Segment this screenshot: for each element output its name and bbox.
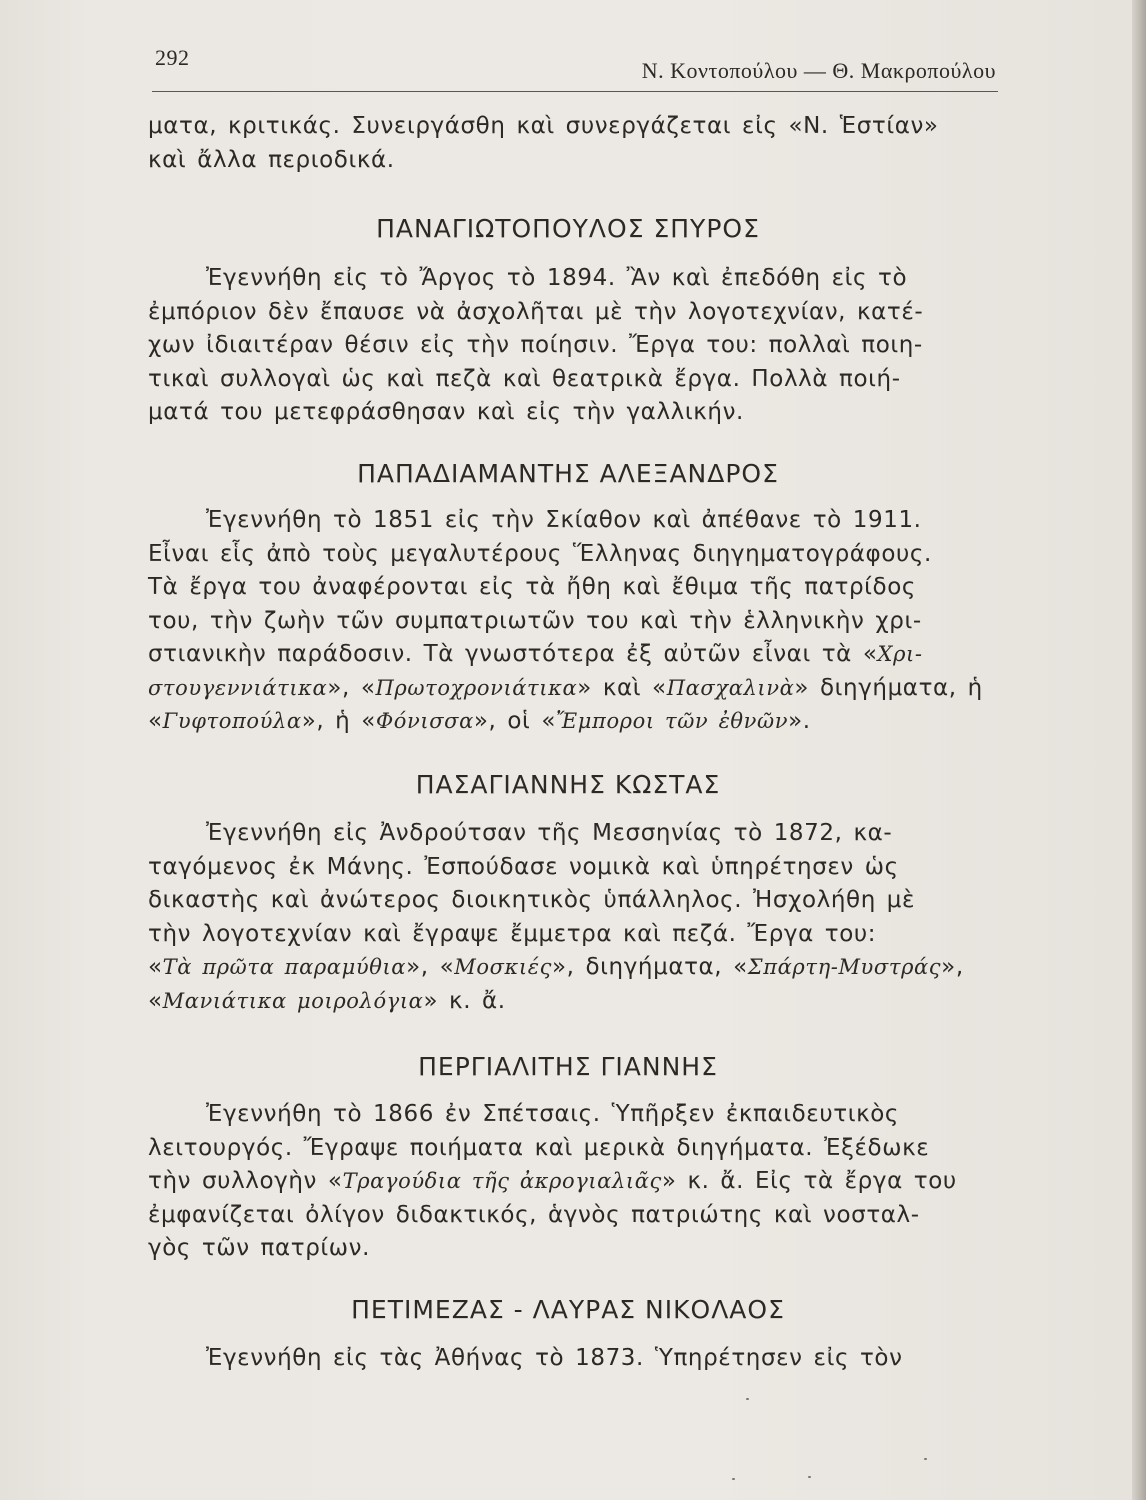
page-number: 292: [155, 45, 190, 70]
work-title: Τὰ πρῶτα παραμύθια: [162, 955, 407, 979]
text-line: [148, 705, 988, 739]
running-title: Ν. Κοντοπούλου — Θ. Μακροπούλου: [641, 58, 996, 83]
entry-body: [148, 1342, 988, 1376]
entry-heading: ΠΑΝΑΓΙΩΤΟΠΟΥΛΟΣ ΣΠΥΡΟΣ: [376, 214, 760, 243]
work-title: Γυφτοπούλα: [162, 709, 302, 733]
work-title: Φόνισσα: [375, 709, 474, 733]
text-line: Ἐγεννήθη εἰς Ἀνδρούτσαν τῆς Μεσσηνίας τὸ 1872, κα-: [206, 820, 893, 846]
text-line: [148, 638, 988, 672]
text-line: ἐμφανίζεται ὀλίγον διδακτικός, ἁγνὸς πατριώτης καὶ νοσταλ-: [148, 1201, 920, 1228]
text-span: «: [148, 708, 163, 734]
text-span: «: [148, 987, 163, 1014]
entry-body: [148, 817, 988, 1018]
text-line: Ἐγεννήθη τὸ 1866 ἐν Σπέτσαις. Ὑπῆρξεν ἐκπαιδευτικὸς: [206, 1101, 900, 1127]
text-line: [148, 985, 988, 1019]
text-line: καὶ ἄλλα περιοδικά.: [148, 146, 395, 173]
text-line: Τὰ ἔργα του ἀναφέρονται εἰς τὰ ἤθη καὶ ἔθιμα τῆς πατρίδος: [148, 574, 916, 600]
work-title: Μανιάτικα μοιρολόγια: [162, 988, 424, 1013]
text-line: Ἐγεννήθη εἰς τὰς Ἀθήνας τὸ 1873. Ὑπηρέτησεν εἰς τὸν: [206, 1345, 903, 1371]
text-line: Ἐγεννήθη τὸ 1851 εἰς τὴν Σκίαθον καὶ ἀπέθανε τὸ 1911.: [206, 507, 922, 533]
text-span: »,: [941, 954, 964, 980]
page-edge-shadow: [1132, 0, 1146, 1500]
scan-speck: [732, 1478, 735, 1480]
work-title: Τραγούδια τῆς ἀκρογιαλιᾶς: [342, 1169, 662, 1193]
text-line: δικαστὴς καὶ ἀνώτερος διοικητικὸς ὑπάλληλος. Ἠσχολήθη μὲ: [148, 887, 916, 913]
work-title: Μοσκιές: [454, 955, 552, 979]
work-title: Ἔμποροι τῶν ἐθνῶν: [556, 709, 789, 733]
text-span: », «: [406, 954, 455, 980]
text-span: », οἱ «: [473, 708, 557, 734]
intro-paragraph: [148, 110, 988, 177]
scan-speck: [808, 1476, 811, 1478]
text-span: » κ. ἄ. Εἰς τὰ ἔργα του: [661, 1168, 957, 1194]
entry-body: [148, 1098, 988, 1266]
work-title: Πρωτοχρονιάτικα: [375, 675, 578, 700]
entry-body: [148, 262, 988, 430]
text-line: χων ἰδιαιτέραν θέσιν εἰς τὴν ποίησιν. Ἔργα του: πολλαὶ ποιη-: [148, 332, 923, 358]
text-line: [148, 1165, 988, 1199]
text-line: [148, 672, 988, 706]
entry-heading: ΠΑΣΑΓΙΑΝΝΗΣ ΚΩΣΤΑΣ: [415, 770, 721, 799]
scan-speck: [746, 1398, 749, 1400]
work-title: στουγεννιάτικα: [148, 675, 328, 700]
text-span: », ἡ «: [301, 708, 376, 734]
text-line: Ἐγεννήθη εἰς τὸ Ἄργος τὸ 1894. Ἂν καὶ ἐπεδόθη εἰς τὸ: [206, 265, 908, 291]
entry-body: [148, 504, 988, 739]
text-line: τικαὶ συλλογαὶ ὡς καὶ πεζὰ καὶ θεατρικὰ ἔργα. Πολλὰ ποιή-: [148, 365, 901, 392]
text-span: ».: [788, 708, 811, 734]
text-span: «: [148, 954, 163, 980]
text-span: », «: [327, 674, 376, 701]
text-line: ἐμπόριον δὲν ἔπαυσε νὰ ἀσχολῆται μὲ τὴν λογοτεχνίαν, κατέ-: [148, 298, 924, 325]
entry-heading: ΠΕΤΙΜΕΖΑΣ - ΛΑΥΡΑΣ ΝΙΚΟΛΑΟΣ: [351, 1295, 785, 1324]
text-span: » καὶ «: [577, 674, 667, 701]
text-line: Εἶναι εἷς ἀπὸ τοὺς μεγαλυτέρους Ἕλληνας διηγηματογράφους.: [148, 540, 932, 567]
text-span: τὴν συλλογὴν «: [148, 1168, 343, 1194]
scan-speck: [924, 1458, 927, 1460]
text-line: ματά του μετεφράσθησαν καὶ εἰς τὴν γαλλικήν.: [148, 399, 744, 425]
text-span: », διηγήματα, «: [551, 954, 748, 980]
work-title: Χρι-: [877, 642, 923, 666]
header-rule: [152, 91, 998, 92]
text-line: του, τὴν ζωὴν τῶν συμπατριωτῶν του καὶ τὴν ἑλληνικὴν χρι-: [148, 607, 922, 634]
entry-heading: ΠΑΠΑΔΙΑΜΑΝΤΗΣ ΑΛΕΞΑΝΔΡΟΣ: [357, 459, 779, 488]
text-line: τὴν λογοτεχνίαν καὶ ἔγραψε ἔμμετρα καὶ πεζά. Ἔργα του:: [148, 920, 877, 947]
text-line: ματα, κριτικάς. Συνειργάσθη καὶ συνεργάζεται εἰς «Ν. Ἑστίαν»: [148, 113, 939, 139]
text-line: [148, 951, 988, 985]
entry-heading: ΠΕΡΓΙΑΛΙΤΗΣ ΓΙΑΝΝΗΣ: [418, 1052, 718, 1081]
work-title: Σπάρτη-Μυστράς: [747, 955, 942, 979]
text-line: γὸς τῶν πατρίων.: [148, 1235, 371, 1261]
work-title: Πασχαλινὰ: [666, 675, 795, 700]
text-span: » κ. ἄ.: [423, 987, 506, 1014]
text-span: στιανικὴν παράδοσιν. Τὰ γνωστότερα ἐξ αὐτῶν εἶναι τὰ «: [148, 641, 878, 667]
text-line: λειτουργός. Ἔγραψε ποιήματα καὶ μερικὰ διηγήματα. Ἐξέδωκε: [148, 1134, 930, 1161]
text-line: ταγόμενος ἐκ Μάνης. Ἐσπούδασε νομικὰ καὶ ὑπηρέτησεν ὡς: [148, 853, 899, 880]
text-span: » διηγήματα, ἡ: [794, 674, 983, 701]
